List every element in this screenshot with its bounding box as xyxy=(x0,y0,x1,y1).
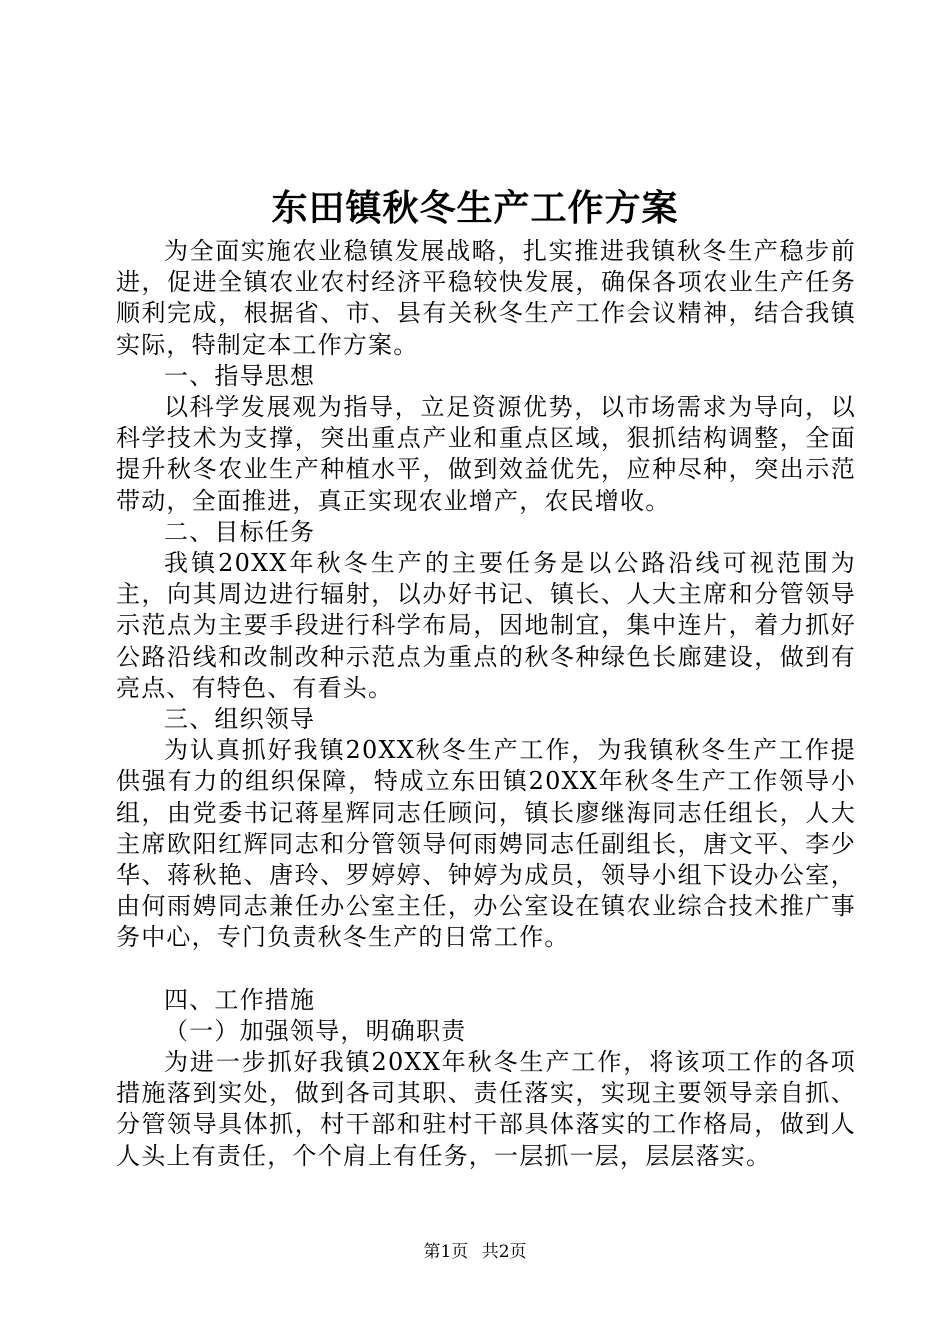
paragraph-gap xyxy=(116,954,856,985)
page-number-total: 共2页 xyxy=(481,1242,527,1262)
goals-paragraph: 我镇20XX年秋冬生产的主要任务是以公路沿线可视范围为主，向其周边进行辐射，以办好书记、镇长、人大主席和分管领导示范点为主要手段进行科学布局，因地制宜，集中连片，着力抓好公路沿线和改制改种示范点为重点的秋冬种绿色长廊建设，做到有亮点、有特色、有看头。 xyxy=(116,549,856,702)
guiding-ideology-paragraph: 以科学发展观为指导，立足资源优势，以市场需求为导向，以科学技术为支撑，突出重点产业和重点区域，狠抓结构调整，全面提升秋冬农业生产种植水平，做到效益优先，应种尽种，突出示范带动，全面推进，真正实现农业增产，农民增收。 xyxy=(116,393,856,515)
page-footer xyxy=(0,1240,950,1264)
section-heading-organization: 三、组织领导 xyxy=(164,705,316,734)
section-heading-goals: 二、目标任务 xyxy=(164,517,316,546)
document-title: 东田镇秋冬生产工作方案 xyxy=(271,187,679,229)
intro-paragraph: 为全面实施农业稳镇发展战略，扎实推进我镇秋冬生产稳步前进，促进全镇农业农村经济平稳较快发展，确保各项农业生产任务顺利完成，根据省、市、县有关秋冬生产工作会议精神，结合我镇实际，特制定本工作方案。 xyxy=(116,237,856,359)
organization-paragraph: 为认真抓好我镇20XX秋冬生产工作，为我镇秋冬生产工作提供强有力的组织保障，特成立东田镇20XX年秋冬生产工作领导小组，由党委书记蒋星辉同志任顾问，镇长廖继海同志任组长，人大主席欧阳红辉同志和分管领导何雨娉同志任副组长，唐文平、李少华、蒋秋艳、唐玲、罗婷婷、钟婷为成员，领导小组下设办公室，由何雨娉同志兼任办公室主任，办公室设在镇农业综合技术推广事务中心，专门负责秋冬生产的日常工作。 xyxy=(116,736,856,952)
section-heading-guiding-ideology: 一、指导思想 xyxy=(164,361,316,390)
section-heading-measures: 四、工作措施 xyxy=(164,985,316,1014)
subsection-heading-leadership: （一）加强领导，明确职责 xyxy=(164,1016,467,1045)
document-body xyxy=(116,236,856,1172)
page-number-current: 第1页 xyxy=(423,1242,469,1262)
leadership-paragraph: 为进一步抓好我镇20XX年秋冬生产工作，将该项工作的各项措施落到实处，做到各司其职、责任落实，实现主要领导亲自抓、分管领导具体抓，村干部和驻村干部具体落实的工作格局，做到人人头上有责任，个个肩上有任务，一层抓一层，层层落实。 xyxy=(116,1048,856,1170)
